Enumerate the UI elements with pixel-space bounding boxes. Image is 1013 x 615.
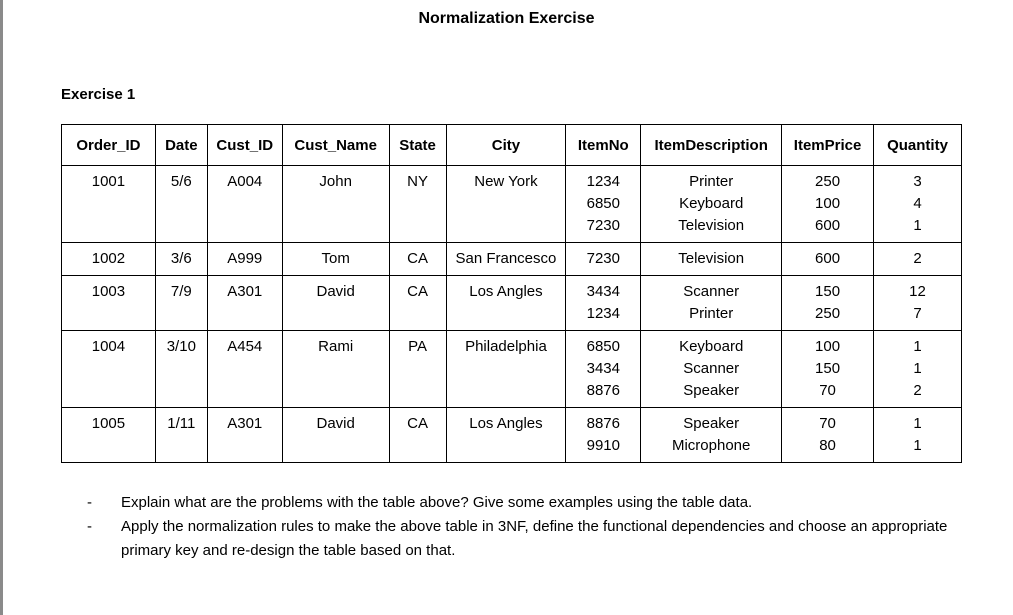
item-quantity: 7 [913, 305, 922, 322]
item-description: Speaker [683, 382, 740, 399]
cell-date: 7/9 [155, 276, 207, 331]
header-quantity: Quantity [874, 125, 962, 166]
item-no: 3434 [586, 283, 620, 300]
header-cust-name: Cust_Name [282, 125, 389, 166]
item-price: 150 [815, 360, 841, 377]
item-no: 8876 [586, 415, 620, 432]
page-left-border [0, 0, 3, 615]
section-title: Exercise 1 [61, 86, 136, 103]
item-price: 80 [819, 437, 836, 454]
cell-item-no [566, 243, 641, 276]
cell-city: New York [446, 166, 566, 243]
item-no: 1234 [586, 305, 620, 322]
cell-item-description [641, 243, 782, 276]
item-price: 100 [815, 338, 841, 355]
cell-order-id: 1004 [62, 331, 156, 408]
item-description: Keyboard [679, 338, 744, 355]
cell-order-id: 1002 [62, 243, 156, 276]
cell-cust-id: A999 [207, 243, 282, 276]
item-no: 7230 [586, 250, 620, 267]
cell-state: CA [389, 276, 446, 331]
cell-order-id: 1001 [62, 166, 156, 243]
cell-city: Philadelphia [446, 331, 566, 408]
table-row [62, 331, 962, 408]
header-item-price: ItemPrice [782, 125, 874, 166]
cell-quantity [874, 243, 962, 276]
cell-cust-id: A301 [207, 408, 282, 463]
cell-city: San Francesco [446, 243, 566, 276]
cell-item-no [566, 408, 641, 463]
header-city: City [446, 125, 566, 166]
item-description: Keyboard [679, 195, 744, 212]
item-description: Speaker [683, 415, 740, 432]
cell-cust-name: John [282, 166, 389, 243]
cell-cust-name: David [282, 276, 389, 331]
item-quantity: 3 [913, 173, 922, 190]
cell-item-description [641, 331, 782, 408]
item-description: Scanner [683, 360, 740, 377]
item-price: 100 [815, 195, 841, 212]
cell-item-no [566, 331, 641, 408]
item-price: 150 [815, 283, 841, 300]
item-quantity: 1 [913, 360, 922, 377]
table-row [62, 276, 962, 331]
cell-cust-name: David [282, 408, 389, 463]
instruction-item: - Apply the normalization rules to make the above table in 3NF, define the functional dependencies and choose an appropriate primary key and re-design the table based on that. [87, 515, 957, 563]
cell-item-price [782, 408, 874, 463]
item-quantity: 1 [913, 437, 922, 454]
item-no: 9910 [586, 437, 620, 454]
cell-item-description [641, 276, 782, 331]
page-title: Normalization Exercise [418, 10, 595, 27]
cell-order-id: 1005 [62, 408, 156, 463]
cell-date: 1/11 [155, 408, 207, 463]
item-price: 70 [819, 415, 836, 432]
item-no: 6850 [586, 338, 620, 355]
item-no: 3434 [586, 360, 620, 377]
cell-state: CA [389, 408, 446, 463]
instruction-list [87, 491, 957, 563]
cell-quantity [874, 331, 962, 408]
cell-item-no [566, 276, 641, 331]
cell-state: PA [389, 331, 446, 408]
header-state: State [389, 125, 446, 166]
item-quantity: 1 [913, 415, 922, 432]
orders-table [61, 124, 962, 463]
item-quantity: 1 [913, 217, 922, 234]
item-quantity: 2 [913, 250, 922, 267]
cell-quantity [874, 408, 962, 463]
cell-item-price [782, 276, 874, 331]
cell-item-price [782, 331, 874, 408]
cell-item-no [566, 166, 641, 243]
header-item-description: ItemDescription [641, 125, 782, 166]
table-header-row [62, 125, 962, 166]
item-description: Microphone [671, 437, 751, 454]
item-description: Printer [689, 305, 734, 322]
item-quantity: 2 [913, 382, 922, 399]
table-row [62, 408, 962, 463]
cell-cust-name: Rami [282, 331, 389, 408]
item-price: 600 [815, 250, 841, 267]
item-price: 250 [815, 305, 841, 322]
item-description: Television [678, 217, 745, 234]
cell-cust-id: A454 [207, 331, 282, 408]
cell-quantity [874, 166, 962, 243]
cell-quantity [874, 276, 962, 331]
item-no: 8876 [586, 382, 620, 399]
header-order-id: Order_ID [62, 125, 156, 166]
cell-item-price [782, 243, 874, 276]
cell-date: 5/6 [155, 166, 207, 243]
item-quantity: 1 [913, 338, 922, 355]
cell-order-id: 1003 [62, 276, 156, 331]
item-description: Television [678, 250, 745, 267]
item-no: 6850 [586, 195, 620, 212]
item-price: 70 [819, 382, 836, 399]
cell-city: Los Angles [446, 276, 566, 331]
header-date: Date [155, 125, 207, 166]
item-price: 600 [815, 217, 841, 234]
item-quantity: 12 [909, 283, 926, 300]
item-description: Scanner [683, 283, 740, 300]
item-quantity: 4 [913, 195, 922, 212]
cell-city: Los Angles [446, 408, 566, 463]
cell-item-price [782, 166, 874, 243]
cell-cust-name: Tom [282, 243, 389, 276]
cell-state: CA [389, 243, 446, 276]
item-no: 7230 [586, 217, 620, 234]
item-description: Printer [689, 173, 734, 190]
item-no: 1234 [586, 173, 620, 190]
instruction-item: - Explain what are the problems with the table above? Give some examples using the table data. [87, 491, 957, 515]
cell-cust-id: A301 [207, 276, 282, 331]
header-item-no: ItemNo [566, 125, 641, 166]
cell-date: 3/10 [155, 331, 207, 408]
cell-item-description [641, 408, 782, 463]
table-row [62, 243, 962, 276]
cell-item-description [641, 166, 782, 243]
header-cust-id: Cust_ID [207, 125, 282, 166]
table-row [62, 166, 962, 243]
item-price: 250 [815, 173, 841, 190]
cell-cust-id: A004 [207, 166, 282, 243]
cell-state: NY [389, 166, 446, 243]
cell-date: 3/6 [155, 243, 207, 276]
